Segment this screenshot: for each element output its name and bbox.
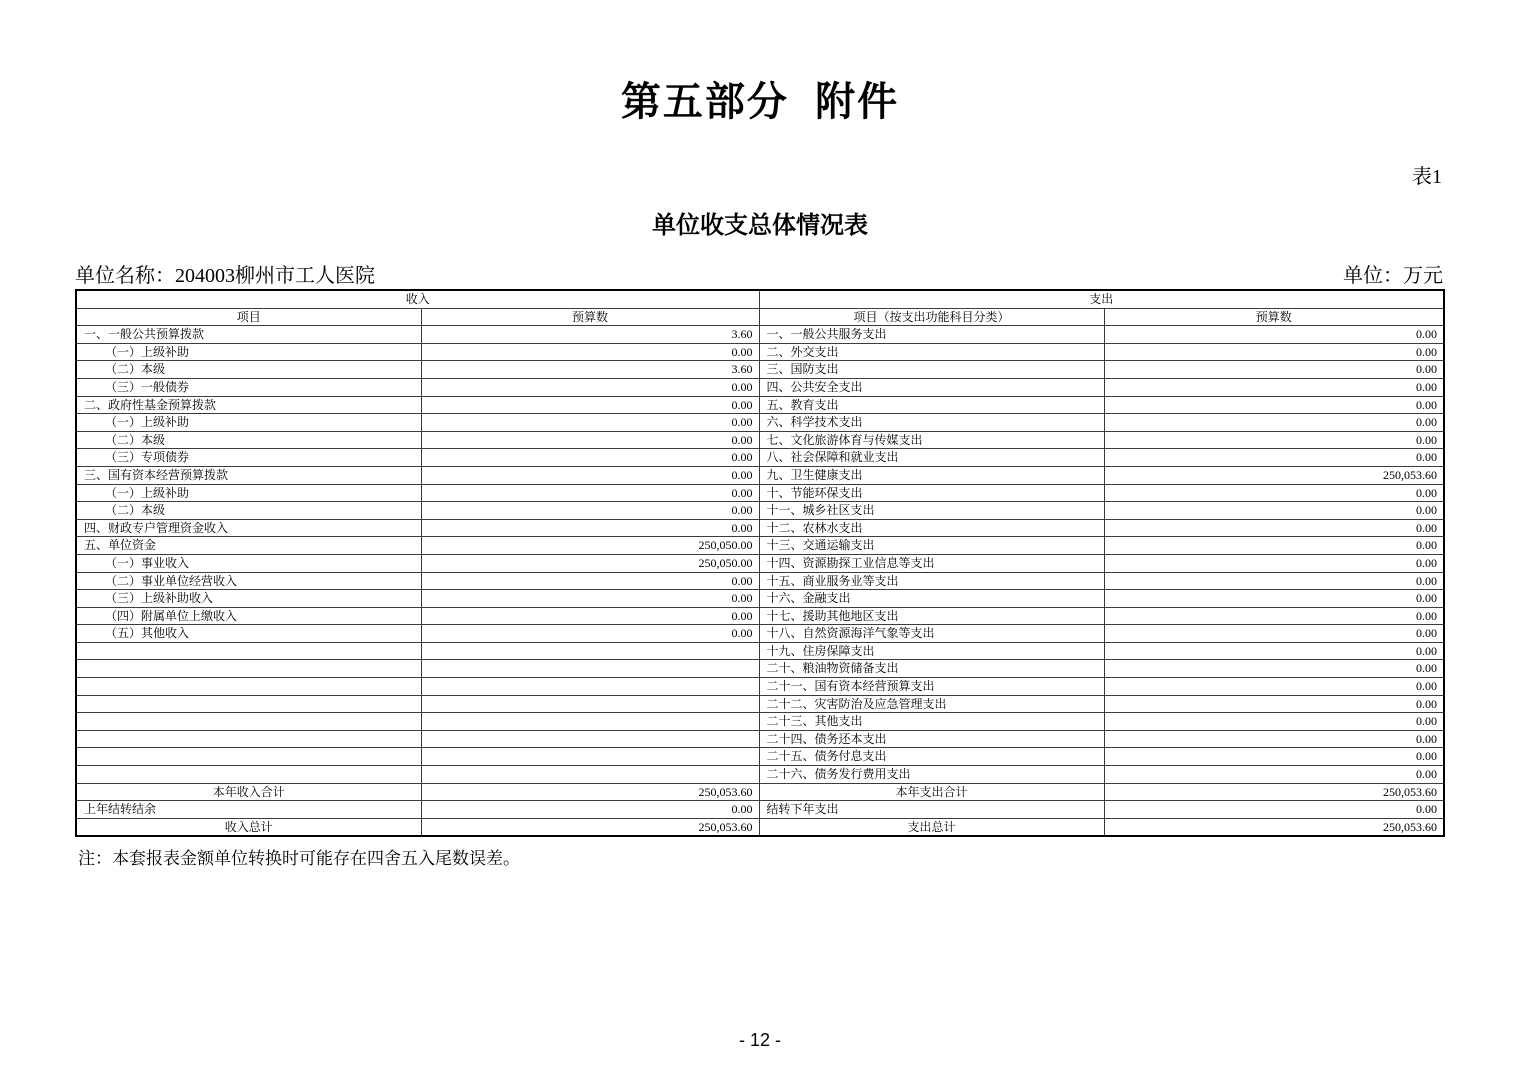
- unit-line: [75, 259, 1443, 288]
- expense-budget-cell: 0.00: [1104, 748, 1444, 766]
- income-budget-cell: 3.60: [421, 326, 759, 344]
- expense-item-cell: 十八、自然资源海洋气象等支出: [759, 625, 1104, 643]
- group-header-row: [76, 290, 1444, 308]
- unit-name-label: 单位名称：204003柳州市工人医院: [75, 265, 375, 287]
- table-row: [76, 502, 1444, 520]
- income-budget-cell: 3.60: [421, 361, 759, 379]
- expense-budget-cell: 0.00: [1104, 625, 1444, 643]
- table-row: [76, 766, 1444, 784]
- expense-budget-cell: 0.00: [1104, 343, 1444, 361]
- income-item-cell: 四、财政专户管理资金收入: [76, 519, 421, 537]
- expense-budget-cell: 250,053.60: [1104, 783, 1444, 801]
- expense-item-cell: 四、公共安全支出: [759, 378, 1104, 396]
- budget-table: [75, 289, 1445, 837]
- expense-budget-cell: 0.00: [1104, 607, 1444, 625]
- expense-item-cell: 二十五、债务付息支出: [759, 748, 1104, 766]
- table-row: [76, 431, 1444, 449]
- income-item-cell: [76, 713, 421, 731]
- income-budget-cell: [421, 695, 759, 713]
- expense-budget-cell: 0.00: [1104, 554, 1444, 572]
- income-item-cell: （五）其他收入: [76, 625, 421, 643]
- income-item-cell: （一）上级补助: [76, 343, 421, 361]
- expense-budget-cell: 0.00: [1104, 449, 1444, 467]
- table-row: [76, 396, 1444, 414]
- budget-table-wrap: [75, 289, 1445, 837]
- expense-item-cell: 二、外交支出: [759, 343, 1104, 361]
- expense-item-cell: 二十、粮油物资储备支出: [759, 660, 1104, 678]
- income-item-cell: 本年收入合计: [76, 783, 421, 801]
- expense-budget-cell: 0.00: [1104, 572, 1444, 590]
- table-row: [76, 378, 1444, 396]
- table-title: 单位收支总体情况表: [652, 212, 868, 239]
- expense-budget-cell: 0.00: [1104, 801, 1444, 819]
- income-budget-cell: 0.00: [421, 484, 759, 502]
- income-item-cell: （三）上级补助收入: [76, 590, 421, 608]
- expense-budget-cell: 0.00: [1104, 678, 1444, 696]
- income-budget-cell: [421, 642, 759, 660]
- column-header-row: [76, 308, 1444, 326]
- income-item-cell: 二、政府性基金预算拨款: [76, 396, 421, 414]
- expense-budget-cell: 0.00: [1104, 326, 1444, 344]
- table-row: [76, 678, 1444, 696]
- expense-budget-cell: 0.00: [1104, 766, 1444, 784]
- income-budget-cell: 0.00: [421, 414, 759, 432]
- income-budget-cell: [421, 660, 759, 678]
- expense-budget-cell: 0.00: [1104, 361, 1444, 379]
- table-row: [76, 818, 1444, 836]
- income-item-cell: [76, 660, 421, 678]
- expense-item-cell: 十四、资源勘探工业信息等支出: [759, 554, 1104, 572]
- income-budget-cell: 0.00: [421, 502, 759, 520]
- expense-item-cell: 支出总计: [759, 818, 1104, 836]
- income-budget-cell: [421, 678, 759, 696]
- table-row: [76, 713, 1444, 731]
- income-budget-cell: 0.00: [421, 607, 759, 625]
- income-item-cell: 一、一般公共预算拨款: [76, 326, 421, 344]
- expense-budget-cell: 0.00: [1104, 414, 1444, 432]
- income-item-cell: 上年结转结余: [76, 801, 421, 819]
- income-budget-cell: [421, 730, 759, 748]
- table-row: [76, 466, 1444, 484]
- income-item-cell: （一）上级补助: [76, 414, 421, 432]
- table-row: [76, 537, 1444, 555]
- table-row: [76, 590, 1444, 608]
- income-budget-cell: 0.00: [421, 590, 759, 608]
- table-row: [76, 554, 1444, 572]
- income-group-header: 收入: [76, 290, 759, 308]
- table-body: [76, 326, 1444, 837]
- table-row: [76, 625, 1444, 643]
- table-row: [76, 449, 1444, 467]
- table-row: [76, 801, 1444, 819]
- income-budget-cell: [421, 748, 759, 766]
- table-row: [76, 414, 1444, 432]
- expense-budget-cell: 0.00: [1104, 642, 1444, 660]
- table-row: [76, 748, 1444, 766]
- income-item-cell: （一）事业收入: [76, 554, 421, 572]
- income-item-cell: （二）事业单位经营收入: [76, 572, 421, 590]
- expense-budget-cell: 0.00: [1104, 502, 1444, 520]
- income-budget-cell: 250,050.00: [421, 537, 759, 555]
- income-item-cell: （二）本级: [76, 431, 421, 449]
- income-budget-cell: 0.00: [421, 431, 759, 449]
- income-item-cell: （二）本级: [76, 502, 421, 520]
- expense-item-cell: 八、社会保障和就业支出: [759, 449, 1104, 467]
- expense-item-cell: 三、国防支出: [759, 361, 1104, 379]
- expense-item-cell: 十三、交通运输支出: [759, 537, 1104, 555]
- income-budget-cell: 250,053.60: [421, 783, 759, 801]
- income-budget-cell: 0.00: [421, 801, 759, 819]
- expense-item-cell: 一、一般公共服务支出: [759, 326, 1104, 344]
- income-budget-column-header: 预算数: [421, 308, 759, 326]
- table-row: [76, 642, 1444, 660]
- income-item-cell: [76, 695, 421, 713]
- income-budget-cell: [421, 766, 759, 784]
- expense-budget-cell: 0.00: [1104, 484, 1444, 502]
- table-row: [76, 519, 1444, 537]
- table-tag: 表1: [1412, 166, 1442, 188]
- income-item-cell: [76, 678, 421, 696]
- expense-budget-cell: 0.00: [1104, 396, 1444, 414]
- table-row: [76, 660, 1444, 678]
- expense-budget-cell: 0.00: [1104, 695, 1444, 713]
- income-budget-cell: 0.00: [421, 466, 759, 484]
- income-item-cell: [76, 748, 421, 766]
- expense-item-cell: 十、节能环保支出: [759, 484, 1104, 502]
- expense-budget-cell: 250,053.60: [1104, 818, 1444, 836]
- table-row: [76, 361, 1444, 379]
- expense-budget-cell: 250,053.60: [1104, 466, 1444, 484]
- expense-item-cell: 五、教育支出: [759, 396, 1104, 414]
- income-budget-cell: [421, 713, 759, 731]
- page-title: 第五部分 附件: [620, 80, 900, 124]
- table-row: [76, 607, 1444, 625]
- expense-budget-cell: 0.00: [1104, 730, 1444, 748]
- expense-budget-cell: 0.00: [1104, 378, 1444, 396]
- income-item-cell: [76, 642, 421, 660]
- expense-item-cell: 十七、援助其他地区支出: [759, 607, 1104, 625]
- page-number: - 12 -: [738, 1030, 781, 1050]
- expense-budget-column-header: 预算数: [1104, 308, 1444, 326]
- expense-item-column-header: 项目（按支出功能科目分类）: [759, 308, 1104, 326]
- income-budget-cell: 250,050.00: [421, 554, 759, 572]
- income-item-column-header: 项目: [76, 308, 421, 326]
- income-item-cell: [76, 730, 421, 748]
- table-row: [76, 572, 1444, 590]
- expense-item-cell: 七、文化旅游体育与传媒支出: [759, 431, 1104, 449]
- income-item-cell: 五、单位资金: [76, 537, 421, 555]
- currency-unit-label: 单位：万元: [1343, 265, 1443, 287]
- table-head: [76, 290, 1444, 326]
- income-budget-cell: 0.00: [421, 519, 759, 537]
- income-budget-cell: 0.00: [421, 396, 759, 414]
- income-budget-cell: 0.00: [421, 343, 759, 361]
- expense-budget-cell: 0.00: [1104, 519, 1444, 537]
- table-row: [76, 484, 1444, 502]
- expense-item-cell: 六、科学技术支出: [759, 414, 1104, 432]
- expense-budget-cell: 0.00: [1104, 713, 1444, 731]
- expense-item-cell: 二十四、债务还本支出: [759, 730, 1104, 748]
- table-row: [76, 783, 1444, 801]
- table-row: [76, 695, 1444, 713]
- table-row: [76, 343, 1444, 361]
- expense-item-cell: 二十二、灾害防治及应急管理支出: [759, 695, 1104, 713]
- expense-budget-cell: 0.00: [1104, 431, 1444, 449]
- expense-item-cell: 本年支出合计: [759, 783, 1104, 801]
- expense-item-cell: 十二、农林水支出: [759, 519, 1104, 537]
- income-item-cell: （三）专项债券: [76, 449, 421, 467]
- expense-item-cell: 二十一、国有资本经营预算支出: [759, 678, 1104, 696]
- income-item-cell: （二）本级: [76, 361, 421, 379]
- income-budget-cell: 250,053.60: [421, 818, 759, 836]
- table-row: [76, 326, 1444, 344]
- expense-item-cell: 十九、住房保障支出: [759, 642, 1104, 660]
- income-item-cell: （三）一般债券: [76, 378, 421, 396]
- income-budget-cell: 0.00: [421, 625, 759, 643]
- expense-item-cell: 结转下年支出: [759, 801, 1104, 819]
- expense-budget-cell: 0.00: [1104, 660, 1444, 678]
- expense-item-cell: 十五、商业服务业等支出: [759, 572, 1104, 590]
- income-item-cell: 三、国有资本经营预算拨款: [76, 466, 421, 484]
- expense-budget-cell: 0.00: [1104, 537, 1444, 555]
- income-item-cell: 收入总计: [76, 818, 421, 836]
- expense-item-cell: 九、卫生健康支出: [759, 466, 1104, 484]
- expense-item-cell: 十一、城乡社区支出: [759, 502, 1104, 520]
- expense-budget-cell: 0.00: [1104, 590, 1444, 608]
- income-item-cell: [76, 766, 421, 784]
- expense-item-cell: 二十六、债务发行费用支出: [759, 766, 1104, 784]
- income-budget-cell: 0.00: [421, 572, 759, 590]
- table-row: [76, 730, 1444, 748]
- footnote: 注：本套报表金额单位转换时可能存在四舍五入尾数误差。: [78, 849, 520, 868]
- income-item-cell: （四）附属单位上缴收入: [76, 607, 421, 625]
- income-budget-cell: 0.00: [421, 378, 759, 396]
- expense-item-cell: 十六、金融支出: [759, 590, 1104, 608]
- expense-item-cell: 二十三、其他支出: [759, 713, 1104, 731]
- income-budget-cell: 0.00: [421, 449, 759, 467]
- income-item-cell: （一）上级补助: [76, 484, 421, 502]
- expense-group-header: 支出: [759, 290, 1444, 308]
